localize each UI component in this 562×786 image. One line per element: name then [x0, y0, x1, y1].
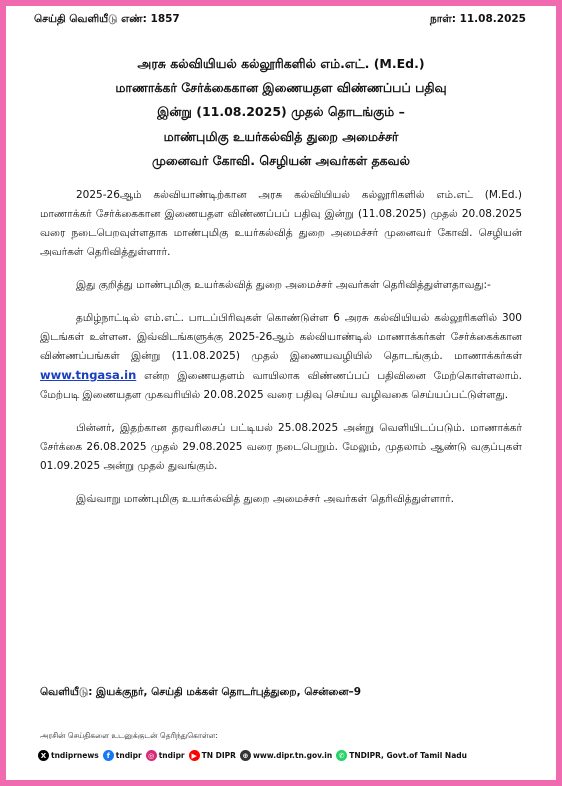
document-header	[34, 13, 526, 26]
globe-icon: ⊕	[240, 750, 251, 761]
social-item-youtube[interactable]	[189, 750, 236, 761]
press-release-title	[20, 52, 542, 173]
social-label: www.dipr.tn.gov.in	[252, 751, 333, 760]
press-release-body	[40, 186, 522, 509]
social-label: tndipr	[115, 751, 142, 760]
paragraph-closing: இவ்வாறு மாண்புமிகு உயர்கல்வித் துறை அமைச்சர் அவர்கள் தெரிவித்துள்ளார்.	[76, 493, 455, 505]
social-item-instagram[interactable]	[146, 750, 185, 761]
social-item-whatsapp[interactable]	[336, 750, 467, 761]
x-icon: X	[38, 750, 49, 761]
paragraph-text: தமிழ்நாட்டில் எம்.எட். பாடப்பிரிவுகள் கொண்டுள்ள 6 அரசு கல்வியியல் கல்லூரிகளில் 300 இடங்கள் உள்ளன. இவ்விடங்களுக்கு 2025-26ஆம் கல்வியாண்டில் மாணாக்கர்கள் சேர்க்கைக்கான விண்ணப்பங்கள் இன்று (11.08.2025) முதல் இணையவழியில் தொடங்கும். மாணாக்கர்கள்	[40, 312, 522, 362]
social-media-bar	[38, 750, 532, 761]
paragraph-minister-statement-intro: இது குறித்து மாண்புமிகு உயர்கல்வித் துறை அமைச்சர் அவர்கள் தெரிவித்துள்ளதாவது:-	[76, 279, 491, 291]
title-line: மாண்புமிகு உயர்கல்வித் துறை அமைச்சர்	[163, 128, 399, 144]
paragraph-schedule: பின்னர், இதற்கான தரவரிசைப் பட்டியல் 25.08.2025 அன்று வெளியிடப்படும். மாணாக்கர் சேர்க்கை 26.08.2025 முதல் 29.08.2025 வரை நடைபெறும். மேலும், முதலாம் ஆண்டு வகுப்புகள் 01.09.2025 அன்று முதல் துவங்கும்.	[40, 422, 522, 472]
title-line: மாணாக்கர் சேர்க்கைகான இணையதள விண்ணப்பப் பதிவு	[115, 80, 447, 96]
tngasa-website-link[interactable]: www.tngasa.in	[40, 368, 137, 382]
social-label: tndiprnews	[51, 751, 99, 760]
social-label: tndipr	[158, 751, 185, 760]
instagram-icon: ◎	[146, 750, 157, 761]
release-date: நாள்: 11.08.2025	[430, 13, 526, 25]
social-label: TN DIPR	[201, 751, 236, 760]
paragraph-admission-details	[40, 309, 522, 405]
social-item-facebook[interactable]	[103, 750, 142, 761]
title-line: முனைவர் கோவி. செழியன் அவர்கள் தகவல்	[151, 152, 411, 168]
title-line: இன்று (11.08.2025) முதல் தொடங்கும் –	[157, 104, 405, 120]
social-label: TNDIPR, Govt.of Tamil Nadu	[349, 751, 467, 760]
paragraph-text: என்ற இணையதளம் வாயிலாக விண்ணப்பப் பதிவினை மேற்கொள்ளலாம். மேற்படி இணையதள முகவரியில் 20.08.2025 வரை பதிவு செய்ய வழிவகை செய்யப்பட்டுள்ளது.	[40, 370, 523, 401]
whatsapp-icon: ✆	[336, 750, 347, 761]
social-caption: அரசின் செய்திகளை உடனுக்குடன் தெரிந்துகொள்ள:	[40, 731, 218, 740]
social-item-globe[interactable]	[240, 750, 332, 761]
release-number: செய்தி வெளியீடு எண்: 1857	[34, 13, 180, 25]
social-item-x[interactable]	[38, 750, 99, 761]
youtube-icon: ▶	[189, 750, 200, 761]
issued-by-note: வெளியீடு: இயக்குநர், செய்தி மக்கள் தொடர்புத்துறை, சென்னை–9	[40, 686, 362, 698]
paragraph-announcement: 2025-26ஆம் கல்வியாண்டிற்கான அரசு கல்வியியல் கல்லூரிகளில் எம்.எட் (M.Ed.) மாணாக்கர் சேர்க்கைகான இணையதள விண்ணப்பப் பதிவு இன்று (11.08.2025) முதல் 20.08.2025 வரை நடைபெறவுள்ளதாக மாண்புமிகு உயர்கல்வித் துறை அமைச்சர் முனைவர் கோவி. செழியன் அவர்கள் தெரிவித்துள்ளார்.	[40, 189, 522, 258]
title-line: அரசு கல்வியியல் கல்லூரிகளில் எம்.எட். (M.Ed.)	[137, 56, 425, 71]
facebook-icon: f	[103, 750, 114, 761]
